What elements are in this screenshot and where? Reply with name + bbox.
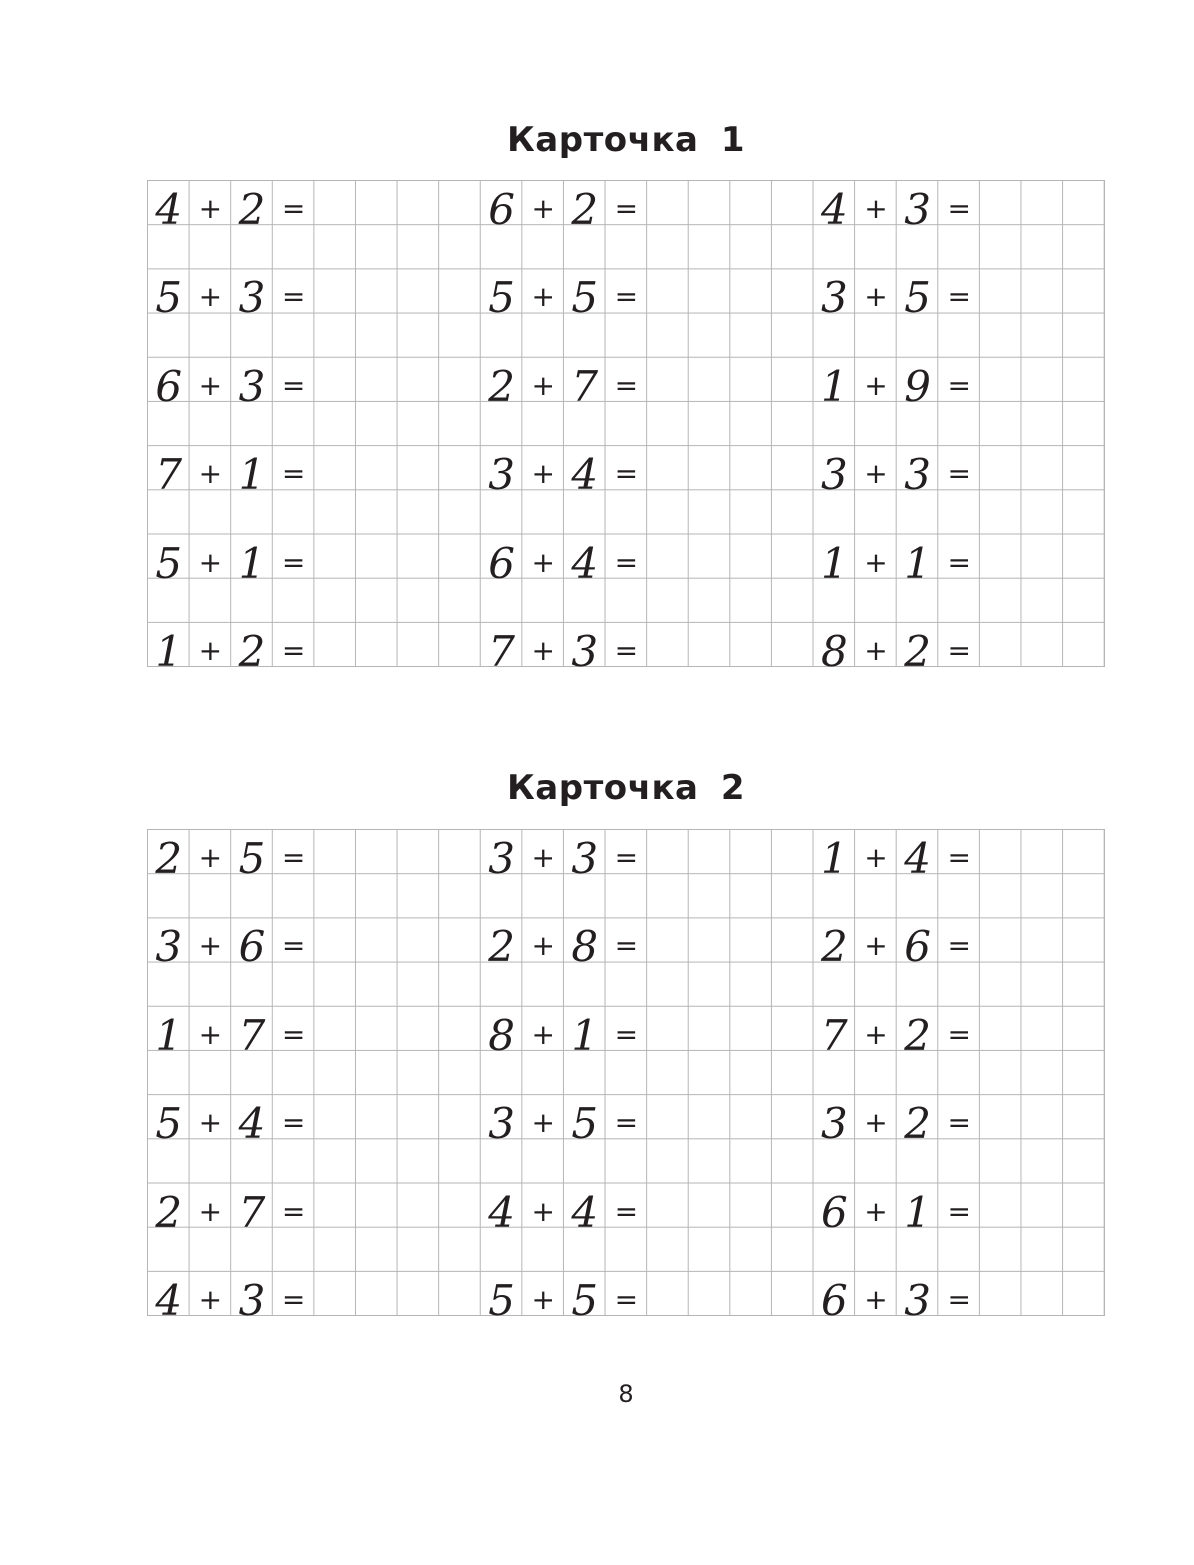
card-2-grid [147, 829, 1105, 1325]
first-addend: 3 [821, 273, 848, 323]
plus-sign: + [864, 192, 888, 225]
page-number: 8 [618, 1380, 634, 1408]
first-addend: 1 [821, 538, 848, 588]
first-addend: 8 [821, 627, 848, 676]
equation [481, 181, 647, 234]
equation [814, 181, 980, 234]
second-addend: 7 [571, 361, 599, 411]
plus-sign: + [198, 457, 223, 491]
first-addend: 8 [488, 1010, 515, 1060]
second-addend: 4 [571, 450, 599, 500]
second-addend: 7 [238, 1187, 266, 1237]
second-addend: 7 [238, 1010, 266, 1060]
first-addend: 5 [155, 538, 183, 588]
equation [148, 1272, 314, 1325]
second-addend: 5 [238, 834, 266, 883]
first-addend: 6 [488, 185, 515, 234]
first-addend: 7 [155, 450, 183, 500]
equals-sign: = [947, 280, 971, 314]
first-addend: 3 [488, 450, 515, 500]
first-addend: 6 [821, 1276, 848, 1325]
equation [481, 623, 647, 676]
equals-sign: = [281, 192, 306, 225]
second-addend: 3 [904, 185, 931, 234]
plus-sign: + [864, 545, 888, 579]
second-addend: 1 [904, 1187, 931, 1237]
equation [148, 918, 314, 972]
first-addend: 3 [488, 834, 515, 883]
equals-sign: = [947, 1017, 971, 1051]
plus-sign: + [198, 1106, 223, 1140]
plus-sign: + [198, 1283, 223, 1316]
second-addend: 2 [571, 185, 599, 234]
equals-sign: = [614, 841, 639, 874]
equals-sign: = [281, 1017, 306, 1051]
first-addend: 6 [155, 361, 183, 411]
equation [148, 535, 314, 588]
second-addend: 2 [904, 1099, 931, 1149]
plus-sign: + [531, 929, 555, 963]
plus-sign: + [864, 929, 888, 963]
equals-sign: = [614, 1283, 639, 1316]
equals-sign: = [614, 368, 639, 402]
equation [481, 1007, 647, 1060]
first-addend: 2 [155, 834, 183, 883]
equals-sign: = [281, 457, 306, 491]
plus-sign: + [864, 1017, 888, 1051]
first-addend: 3 [821, 450, 848, 500]
plus-sign: + [198, 929, 223, 963]
equation [481, 830, 647, 883]
plus-sign: + [198, 841, 223, 874]
first-addend: 6 [488, 538, 515, 588]
plus-sign: + [198, 1194, 223, 1228]
equation [148, 181, 314, 234]
plus-sign: + [198, 368, 223, 402]
plus-sign: + [531, 1106, 555, 1140]
plus-sign: + [531, 634, 555, 667]
first-addend: 2 [155, 1187, 183, 1237]
first-addend: 5 [155, 1099, 183, 1149]
second-addend: 2 [238, 627, 266, 676]
second-addend: 3 [571, 627, 599, 676]
second-addend: 3 [238, 361, 266, 411]
second-addend: 8 [571, 922, 599, 972]
second-addend: 5 [571, 273, 599, 323]
second-addend: 3 [238, 273, 266, 323]
equation [148, 830, 314, 883]
equals-sign: = [281, 1283, 306, 1316]
plus-sign: + [531, 1017, 555, 1051]
equals-sign: = [281, 280, 306, 314]
equation [481, 1184, 647, 1237]
equals-sign: = [947, 457, 971, 491]
card-1-title: Карточка 1 [507, 120, 745, 160]
second-addend: 1 [238, 450, 266, 500]
equals-sign: = [281, 929, 306, 963]
second-addend: 3 [904, 1276, 931, 1325]
equals-sign: = [614, 1194, 639, 1228]
equals-sign: = [947, 1194, 971, 1228]
second-addend: 4 [571, 538, 599, 588]
second-addend: 3 [238, 1276, 266, 1325]
plus-sign: + [198, 634, 223, 667]
equation [814, 446, 980, 500]
equation [481, 358, 647, 411]
equation [481, 446, 647, 500]
equation [814, 1095, 980, 1149]
second-addend: 9 [904, 361, 931, 411]
equation [814, 1007, 980, 1060]
plus-sign: + [531, 368, 555, 402]
card-2-title: Карточка 2 [507, 768, 745, 808]
second-addend: 2 [238, 185, 266, 234]
equals-sign: = [614, 457, 639, 491]
second-addend: 3 [571, 834, 599, 883]
equals-sign: = [947, 634, 971, 667]
equals-sign: = [281, 1106, 306, 1140]
equation [148, 446, 314, 500]
plus-sign: + [531, 841, 555, 874]
equals-sign: = [614, 545, 639, 579]
equals-sign: = [281, 545, 306, 579]
equals-sign: = [947, 841, 971, 874]
first-addend: 4 [155, 1276, 183, 1325]
equals-sign: = [947, 1283, 971, 1316]
first-addend: 5 [155, 273, 183, 323]
plus-sign: + [531, 457, 555, 491]
plus-sign: + [864, 841, 888, 874]
first-addend: 3 [821, 1099, 848, 1149]
equation [148, 1095, 314, 1149]
equation [481, 535, 647, 588]
second-addend: 1 [571, 1010, 599, 1060]
equals-sign: = [947, 1106, 971, 1140]
first-addend: 5 [488, 273, 515, 323]
plus-sign: + [198, 545, 223, 579]
plus-sign: + [531, 192, 555, 225]
plus-sign: + [531, 545, 555, 579]
first-addend: 3 [488, 1099, 515, 1149]
equation [481, 269, 647, 323]
equation [148, 269, 314, 323]
equals-sign: = [614, 634, 639, 667]
first-addend: 7 [821, 1010, 848, 1060]
equation [481, 1272, 647, 1325]
first-addend: 5 [488, 1276, 515, 1325]
plus-sign: + [864, 1106, 888, 1140]
equation [814, 918, 980, 972]
plus-sign: + [864, 1283, 888, 1316]
second-addend: 4 [571, 1187, 599, 1237]
first-addend: 2 [821, 922, 848, 972]
equals-sign: = [281, 368, 306, 402]
second-addend: 3 [904, 450, 931, 500]
plus-sign: + [864, 1194, 888, 1228]
equals-sign: = [614, 280, 639, 314]
equals-sign: = [947, 545, 971, 579]
card-1-grid [147, 180, 1105, 676]
second-addend: 5 [904, 273, 931, 323]
first-addend: 2 [488, 922, 515, 972]
equation [814, 830, 980, 883]
second-addend: 5 [571, 1276, 599, 1325]
plus-sign: + [864, 280, 888, 314]
plus-sign: + [198, 280, 223, 314]
equals-sign: = [614, 929, 639, 963]
equation [814, 623, 980, 676]
equation [148, 358, 314, 411]
plus-sign: + [531, 1283, 555, 1316]
first-addend: 2 [488, 361, 515, 411]
first-addend: 1 [821, 834, 848, 883]
second-addend: 6 [238, 922, 266, 972]
equation [481, 1095, 647, 1149]
equals-sign: = [614, 192, 639, 225]
equals-sign: = [947, 929, 971, 963]
plus-sign: + [531, 1194, 555, 1228]
plus-sign: + [864, 368, 888, 402]
equation [148, 1007, 314, 1060]
first-addend: 1 [821, 361, 848, 411]
equals-sign: = [614, 1017, 639, 1051]
equation [814, 269, 980, 323]
second-addend: 5 [571, 1099, 599, 1149]
second-addend: 4 [238, 1099, 266, 1149]
plus-sign: + [864, 457, 888, 491]
equation [814, 535, 980, 588]
plus-sign: + [198, 192, 223, 225]
equals-sign: = [614, 1106, 639, 1140]
first-addend: 6 [821, 1187, 848, 1237]
equation [814, 1184, 980, 1237]
second-addend: 6 [904, 922, 931, 972]
equals-sign: = [947, 368, 971, 402]
second-addend: 1 [904, 538, 931, 588]
first-addend: 3 [155, 922, 183, 972]
equation [148, 623, 314, 676]
second-addend: 2 [904, 1010, 931, 1060]
first-addend: 4 [155, 185, 183, 234]
first-addend: 1 [155, 1010, 183, 1060]
equals-sign: = [281, 634, 306, 667]
plus-sign: + [864, 634, 888, 667]
first-addend: 4 [488, 1187, 515, 1237]
first-addend: 7 [488, 627, 515, 676]
equals-sign: = [281, 1194, 306, 1228]
first-addend: 1 [155, 627, 183, 676]
first-addend: 4 [821, 185, 848, 234]
plus-sign: + [198, 1017, 223, 1051]
second-addend: 2 [904, 627, 931, 676]
equals-sign: = [947, 192, 971, 225]
second-addend: 1 [238, 538, 266, 588]
equation [814, 1272, 980, 1325]
equation [481, 918, 647, 972]
plus-sign: + [531, 280, 555, 314]
equation [814, 358, 980, 411]
equation [148, 1184, 314, 1237]
second-addend: 4 [904, 834, 931, 883]
equals-sign: = [281, 841, 306, 874]
